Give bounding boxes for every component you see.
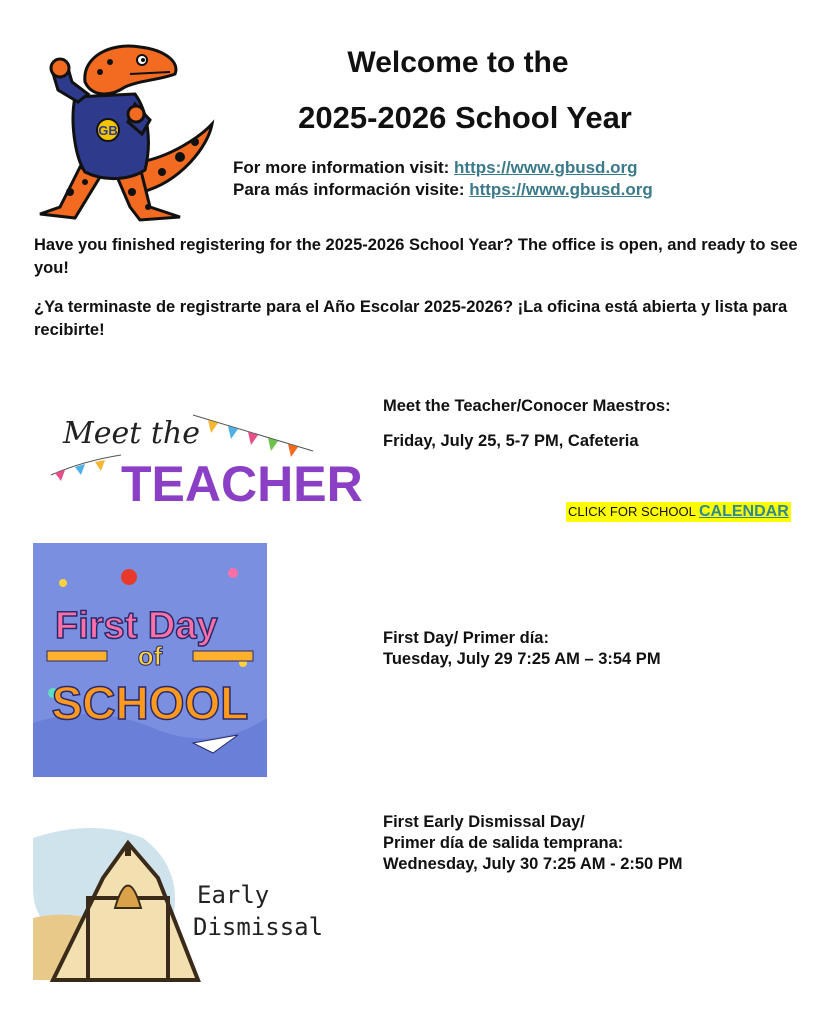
school-word: SCHOOL: [51, 677, 249, 729]
page-title-line1: Welcome to the: [347, 46, 569, 79]
mascot-emblem: GB: [98, 123, 118, 138]
early-word: Early: [197, 881, 270, 909]
website-link-en[interactable]: https://www.gbusd.org: [454, 158, 638, 177]
info-es-label: Para más información visite:: [233, 180, 465, 199]
info-en-label: For more information visit:: [233, 158, 450, 177]
early-dismissal-title-es: Primer día de salida temprana:: [383, 834, 624, 852]
early-dismissal-info: [383, 812, 683, 875]
meet-the-teacher-image: [33, 393, 363, 513]
page-title-line2: 2025-2026 School Year: [298, 100, 632, 135]
early-dismissal-details: Wednesday, July 30 7:25 AM - 2:50 PM: [383, 855, 683, 873]
info-block: [233, 157, 653, 201]
first-day-image: [33, 543, 267, 777]
calendar-callout[interactable]: [566, 502, 791, 522]
meet-script-text: Meet the: [63, 416, 200, 451]
meet-teacher-title: Meet the Teacher/Conocer Maestros:: [383, 397, 671, 415]
info-es: [233, 179, 653, 201]
registration-notice-es: ¿Ya terminaste de registrarte para el Año Escolar 2025-2026? ¡La oficina está abierta y lista para recibirte!: [34, 298, 788, 339]
early-dismissal-title: First Early Dismissal Day/: [383, 813, 585, 831]
dismissal-word: Dismissal: [193, 913, 324, 941]
calendar-prefix: CLICK FOR SCHOOL: [568, 504, 696, 519]
first-day-title: First Day/ Primer día:: [383, 629, 549, 647]
teacher-word: TEACHER: [121, 456, 363, 512]
early-dismissal-image: [33, 808, 333, 980]
calendar-link[interactable]: CALENDAR: [699, 503, 789, 520]
mascot-image: [30, 42, 220, 224]
website-link-es[interactable]: https://www.gbusd.org: [469, 180, 653, 199]
info-en: [233, 157, 653, 179]
first-day-word: First Day: [55, 605, 218, 647]
first-day-info: [383, 628, 661, 670]
first-day-details: Tuesday, July 29 7:25 AM – 3:54 PM: [383, 650, 661, 668]
of-word: of: [137, 641, 163, 671]
meet-teacher-details: Friday, July 25, 5-7 PM, Cafeteria: [383, 432, 639, 450]
registration-notice-en: Have you finished registering for the 2025-2026 School Year? The office is open, and ready to see you!: [34, 236, 798, 277]
